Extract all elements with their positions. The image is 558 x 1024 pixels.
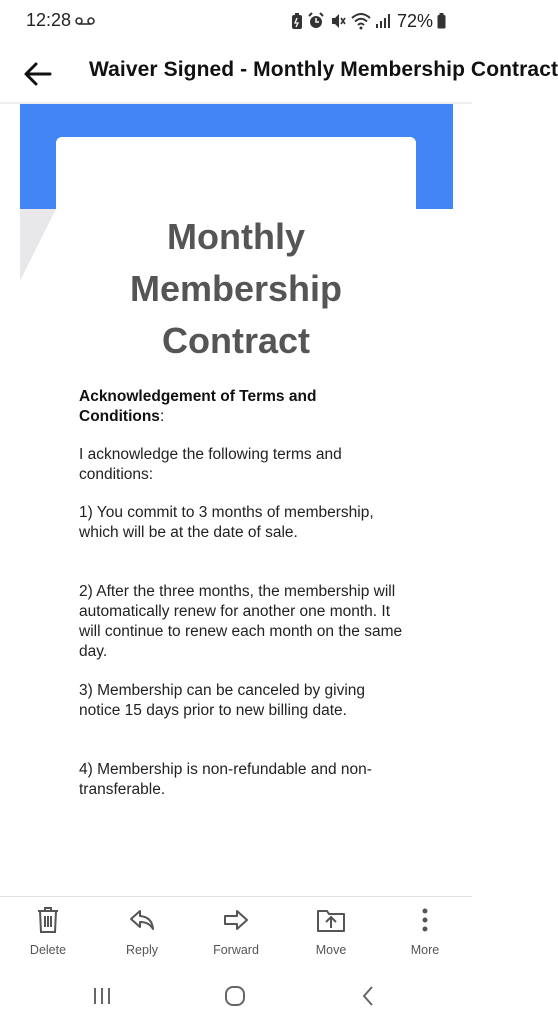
back-button[interactable]	[18, 54, 58, 94]
app-header	[0, 44, 558, 102]
reply-button[interactable]	[102, 905, 182, 965]
wifi-icon	[351, 12, 371, 30]
title-line: Membership	[129, 268, 343, 309]
home-button[interactable]	[211, 981, 259, 1011]
title-line: Contract	[161, 320, 310, 361]
status-time: 12:28	[26, 10, 72, 30]
mute-icon	[329, 12, 347, 30]
intro-paragraph: I acknowledge the following terms and conditions:	[79, 446, 342, 483]
battery-icon	[437, 13, 446, 29]
recent-apps-button[interactable]	[78, 981, 126, 1011]
delete-button[interactable]	[8, 905, 88, 965]
section-heading	[79, 387, 399, 427]
signal-icon	[375, 13, 391, 29]
section-heading-suffix: :	[159, 408, 165, 425]
contract-card	[56, 137, 416, 897]
forward-button[interactable]	[196, 905, 276, 965]
reply-label: Reply	[126, 943, 158, 957]
back-arrow-icon	[24, 62, 52, 86]
move-button[interactable]	[291, 905, 371, 965]
section-heading-bold: Acknowledgement of Terms and Conditions	[79, 388, 317, 425]
term-paragraph-1: 1) You commit to 3 months of membership, which will be at the date of sale.	[79, 504, 374, 541]
reply-icon	[128, 908, 156, 932]
home-icon	[224, 985, 246, 1007]
recent-apps-icon	[92, 986, 112, 1006]
voicemail-icon	[75, 17, 95, 25]
email-body[interactable]	[0, 104, 472, 896]
term-paragraph-2: 2) After the three months, the membership will automatically renew for another one month. It will continue to renew each month on the same day.	[79, 583, 403, 660]
bottom-toolbar	[0, 897, 472, 967]
more-label: More	[410, 943, 440, 957]
contract-title	[56, 211, 416, 367]
email-subject: Waiver Signed - Monthly Membership Contract	[89, 58, 558, 81]
banner-fold-shadow	[20, 209, 56, 281]
nav-back-button[interactable]	[344, 981, 392, 1011]
status-bar	[0, 0, 472, 44]
delete-label: Delete	[29, 943, 67, 957]
title-line: Monthly	[167, 216, 305, 257]
battery-percentage: 72%	[396, 10, 433, 31]
more-button[interactable]	[385, 905, 465, 965]
alarm-icon	[307, 12, 325, 30]
forward-label: Forward	[213, 943, 259, 957]
system-nav-bar	[0, 967, 472, 1024]
trash-icon	[36, 906, 60, 934]
term-paragraph-4: 4) Membership is non-refundable and non-transferable.	[79, 761, 372, 798]
battery-saver-icon	[291, 12, 303, 30]
more-options-icon	[421, 907, 429, 933]
forward-arrow-icon	[222, 908, 250, 932]
move-folder-icon	[316, 907, 346, 933]
chevron-left-icon	[361, 985, 375, 1007]
move-label: Move	[315, 943, 347, 957]
term-paragraph-3: 3) Membership can be canceled by giving notice 15 days prior to new billing date.	[79, 682, 366, 719]
